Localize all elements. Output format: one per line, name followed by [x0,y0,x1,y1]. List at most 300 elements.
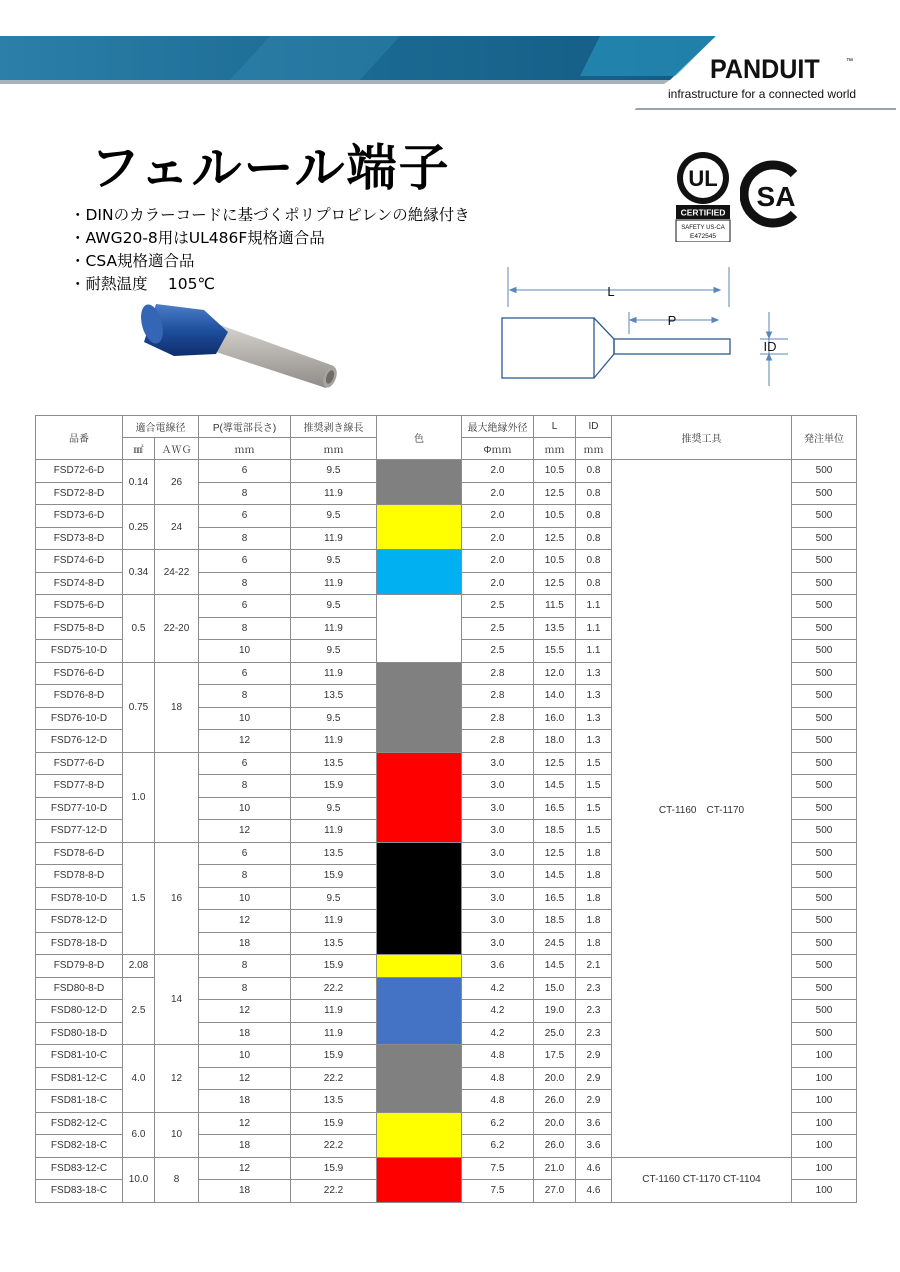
part-number-cell: FSD78-8-D [36,865,123,888]
order-unit-cell: 500 [792,887,857,910]
wire-mm2-cell: 1.0 [123,752,155,842]
l-cell: 14.5 [534,775,576,798]
header-p-unit: ｍｍ [199,438,291,460]
header-p: P(導電部長さ) [199,416,291,438]
p-length-cell: 12 [199,1112,291,1135]
ferrule-image [138,296,338,394]
feature-item: ・DINのカラーコードに基づくポリプロピレンの絶縁付き [70,206,470,224]
id-cell: 1.1 [576,640,612,663]
dimension-label-l: L [607,284,615,299]
recommended-tool-cell: CT-1160 CT-1170 CT-1104 [612,1157,792,1202]
strip-length-cell: 22.2 [291,1135,377,1158]
brand-logo: PANDUIT [710,54,820,84]
wire-awg-cell: 10 [155,1112,199,1157]
max-od-cell: 4.8 [462,1045,534,1068]
part-number-cell: FSD76-8-D [36,685,123,708]
l-cell: 12.5 [534,752,576,775]
header-wire-size: 適合電線径 [123,416,199,438]
order-unit-cell: 500 [792,797,857,820]
insulation-color-cell [377,550,462,595]
max-od-cell: 2.5 [462,617,534,640]
order-unit-cell: 500 [792,842,857,865]
max-od-cell: 2.8 [462,707,534,730]
strip-length-cell: 22.2 [291,1180,377,1203]
insulation-color-cell [377,1157,462,1202]
part-number-cell: FSD81-18-C [36,1090,123,1113]
id-cell: 4.6 [576,1157,612,1180]
wire-mm2-cell: 0.75 [123,662,155,752]
insulation-color-cell [377,1112,462,1157]
page-title: フェルール端子 [90,139,451,197]
id-cell: 1.3 [576,685,612,708]
max-od-cell: 2.0 [462,550,534,573]
order-unit-cell: 500 [792,1022,857,1045]
strip-length-cell: 11.9 [291,572,377,595]
header-part-number: 品番 [36,416,123,460]
feature-item: ・AWG20-8用はUL486F規格適合品 [70,229,325,247]
p-length-cell: 8 [199,955,291,978]
strip-length-cell: 22.2 [291,977,377,1000]
order-unit-cell: 100 [792,1045,857,1068]
id-cell: 2.3 [576,1000,612,1023]
wire-awg-cell [155,752,199,842]
p-length-cell: 6 [199,842,291,865]
strip-length-cell: 11.9 [291,482,377,505]
max-od-cell: 4.8 [462,1090,534,1113]
part-number-cell: FSD72-6-D [36,460,123,483]
p-length-cell: 8 [199,685,291,708]
strip-length-cell: 13.5 [291,842,377,865]
max-od-cell: 3.0 [462,865,534,888]
id-cell: 1.3 [576,707,612,730]
p-length-cell: 18 [199,1022,291,1045]
header-l: L [534,416,576,438]
ul-letters: UL [688,166,718,191]
part-number-cell: FSD77-10-D [36,797,123,820]
max-od-cell: 3.0 [462,752,534,775]
l-cell: 12.0 [534,662,576,685]
header-id-unit: ｍｍ [576,438,612,460]
wire-mm2-cell: 0.5 [123,595,155,663]
wire-mm2-cell: 6.0 [123,1112,155,1157]
l-cell: 27.0 [534,1180,576,1203]
order-unit-cell: 500 [792,932,857,955]
l-cell: 25.0 [534,1022,576,1045]
l-cell: 18.5 [534,910,576,933]
part-number-cell: FSD82-12-C [36,1112,123,1135]
header-awg: ＡＷＧ [155,438,199,460]
p-length-cell: 10 [199,640,291,663]
id-cell: 1.8 [576,887,612,910]
id-cell: 1.5 [576,775,612,798]
id-cell: 0.8 [576,460,612,483]
part-number-cell: FSD77-8-D [36,775,123,798]
strip-length-cell: 11.9 [291,730,377,753]
strip-length-cell: 13.5 [291,932,377,955]
l-cell: 17.5 [534,1045,576,1068]
strip-length-cell: 15.9 [291,1045,377,1068]
order-unit-cell: 500 [792,460,857,483]
part-number-cell: FSD77-12-D [36,820,123,843]
l-cell: 14.0 [534,685,576,708]
strip-length-cell: 11.9 [291,820,377,843]
strip-length-cell: 9.5 [291,640,377,663]
header-color: 色 [377,416,462,460]
ul-safety-text: SAFETY US-CA [681,225,725,231]
order-unit-cell: 100 [792,1157,857,1180]
p-length-cell: 6 [199,752,291,775]
wire-mm2-cell: 0.14 [123,460,155,505]
p-length-cell: 8 [199,775,291,798]
csa-letters: SA [756,181,796,212]
l-cell: 26.0 [534,1090,576,1113]
order-unit-cell: 100 [792,1090,857,1113]
order-unit-cell: 500 [792,617,857,640]
max-od-cell: 3.0 [462,932,534,955]
insulation-color-cell [377,505,462,550]
strip-length-cell: 15.9 [291,775,377,798]
part-number-cell: FSD79-8-D [36,955,123,978]
table-row [36,1157,857,1180]
p-length-cell: 10 [199,797,291,820]
max-od-cell: 2.0 [462,482,534,505]
ul-certification-logo [673,150,733,242]
l-cell: 20.0 [534,1112,576,1135]
header-mm2: ㎟ [123,438,155,460]
l-cell: 21.0 [534,1157,576,1180]
order-unit-cell: 500 [792,955,857,978]
max-od-cell: 3.0 [462,797,534,820]
id-cell: 0.8 [576,550,612,573]
max-od-cell: 4.2 [462,1000,534,1023]
order-unit-cell: 100 [792,1180,857,1203]
wire-mm2-cell: 2.5 [123,977,155,1045]
l-cell: 14.5 [534,865,576,888]
max-od-cell: 7.5 [462,1180,534,1203]
id-cell: 0.8 [576,482,612,505]
id-cell: 1.3 [576,730,612,753]
id-cell: 2.1 [576,955,612,978]
part-number-cell: FSD76-6-D [36,662,123,685]
strip-length-cell: 22.2 [291,1067,377,1090]
p-length-cell: 8 [199,977,291,1000]
l-cell: 12.5 [534,572,576,595]
max-od-cell: 4.2 [462,977,534,1000]
order-unit-cell: 500 [792,910,857,933]
id-cell: 1.5 [576,820,612,843]
feature-list [70,204,470,296]
id-cell: 1.5 [576,752,612,775]
id-cell: 3.6 [576,1135,612,1158]
part-number-cell: FSD75-8-D [36,617,123,640]
l-cell: 12.5 [534,527,576,550]
order-unit-cell: 500 [792,820,857,843]
dimension-label-id: ID [763,339,777,354]
max-od-cell: 3.0 [462,910,534,933]
p-length-cell: 6 [199,505,291,528]
part-number-cell: FSD78-10-D [36,887,123,910]
p-length-cell: 10 [199,707,291,730]
l-cell: 16.5 [534,887,576,910]
id-cell: 2.9 [576,1090,612,1113]
part-number-cell: FSD81-10-C [36,1045,123,1068]
part-number-cell: FSD80-8-D [36,977,123,1000]
l-cell: 16.0 [534,707,576,730]
strip-length-cell: 15.9 [291,865,377,888]
insulation-color-cell [377,662,462,752]
l-cell: 18.5 [534,820,576,843]
order-unit-cell: 500 [792,977,857,1000]
part-number-cell: FSD74-6-D [36,550,123,573]
insulation-color-cell [377,1045,462,1113]
p-length-cell: 8 [199,572,291,595]
id-cell: 2.9 [576,1067,612,1090]
part-number-cell: FSD74-8-D [36,572,123,595]
wire-awg-cell: 18 [155,662,199,752]
insulation-color-cell [377,842,462,955]
order-unit-cell: 500 [792,527,857,550]
id-cell: 4.6 [576,1180,612,1203]
max-od-cell: 3.0 [462,887,534,910]
part-number-cell: FSD82-18-C [36,1135,123,1158]
part-number-cell: FSD75-6-D [36,595,123,618]
part-number-cell: FSD72-8-D [36,482,123,505]
max-od-cell: 7.5 [462,1157,534,1180]
strip-length-cell: 11.9 [291,527,377,550]
p-length-cell: 8 [199,482,291,505]
l-cell: 15.0 [534,977,576,1000]
id-cell: 0.8 [576,572,612,595]
wire-mm2-cell: 10.0 [123,1157,155,1202]
part-number-cell: FSD78-18-D [36,932,123,955]
strip-length-cell: 13.5 [291,685,377,708]
ul-file-number: E472545 [689,233,717,240]
part-number-cell: FSD76-10-D [36,707,123,730]
strip-length-cell: 15.9 [291,1112,377,1135]
l-cell: 14.5 [534,955,576,978]
p-length-cell: 10 [199,1045,291,1068]
strip-length-cell: 11.9 [291,910,377,933]
p-length-cell: 12 [199,1157,291,1180]
order-unit-cell: 500 [792,1000,857,1023]
order-unit-cell: 500 [792,752,857,775]
part-number-cell: FSD83-18-C [36,1180,123,1203]
strip-length-cell: 11.9 [291,617,377,640]
strip-length-cell: 15.9 [291,955,377,978]
header-od-unit: Φｍｍ [462,438,534,460]
l-cell: 11.5 [534,595,576,618]
p-length-cell: 12 [199,730,291,753]
max-od-cell: 2.0 [462,460,534,483]
strip-length-cell: 15.9 [291,1157,377,1180]
part-number-cell: FSD73-6-D [36,505,123,528]
dimension-diagram [498,262,798,388]
recommended-tool-cell: CT-1160 CT-1170 [612,460,792,1158]
wire-awg-cell: 8 [155,1157,199,1202]
max-od-cell: 2.0 [462,505,534,528]
max-od-cell: 2.8 [462,730,534,753]
insulation-color-cell [377,752,462,842]
part-number-cell: FSD78-6-D [36,842,123,865]
order-unit-cell: 500 [792,707,857,730]
max-od-cell: 3.6 [462,955,534,978]
strip-length-cell: 11.9 [291,1022,377,1045]
p-length-cell: 12 [199,1000,291,1023]
strip-length-cell: 13.5 [291,752,377,775]
wire-mm2-cell: 1.5 [123,842,155,955]
id-cell: 1.8 [576,842,612,865]
max-od-cell: 2.8 [462,685,534,708]
order-unit-cell: 500 [792,595,857,618]
p-length-cell: 12 [199,910,291,933]
part-number-cell: FSD80-12-D [36,1000,123,1023]
strip-length-cell: 9.5 [291,595,377,618]
header-l-unit: ｍｍ [534,438,576,460]
order-unit-cell: 500 [792,640,857,663]
table-row [36,460,857,483]
insulation-color-cell [377,595,462,663]
max-od-cell: 2.8 [462,662,534,685]
header-tool: 推奨工具 [612,416,792,460]
p-length-cell: 12 [199,820,291,843]
id-cell: 1.8 [576,910,612,933]
wire-mm2-cell: 2.08 [123,955,155,978]
max-od-cell: 3.0 [462,820,534,843]
strip-length-cell: 11.9 [291,662,377,685]
wire-mm2-cell: 0.34 [123,550,155,595]
feature-item: ・CSA規格適合品 [70,252,195,270]
order-unit-cell: 500 [792,572,857,595]
max-od-cell: 2.0 [462,572,534,595]
id-cell: 2.3 [576,1022,612,1045]
id-cell: 1.8 [576,865,612,888]
order-unit-cell: 500 [792,865,857,888]
l-cell: 26.0 [534,1135,576,1158]
csa-certification-logo [740,158,802,230]
max-od-cell: 4.8 [462,1067,534,1090]
l-cell: 13.5 [534,617,576,640]
l-cell: 20.0 [534,1067,576,1090]
header-order-unit: 発注単位 [792,416,857,460]
part-number-cell: FSD76-12-D [36,730,123,753]
order-unit-cell: 100 [792,1067,857,1090]
strip-length-cell: 13.5 [291,1090,377,1113]
max-od-cell: 3.0 [462,775,534,798]
id-cell: 1.1 [576,595,612,618]
order-unit-cell: 500 [792,730,857,753]
wire-awg-cell: 26 [155,460,199,505]
dimension-label-p: P [667,313,677,328]
l-cell: 15.5 [534,640,576,663]
wire-mm2-cell: 4.0 [123,1045,155,1113]
l-cell: 10.5 [534,505,576,528]
p-length-cell: 18 [199,1180,291,1203]
p-length-cell: 18 [199,1090,291,1113]
wire-awg-cell: 24 [155,505,199,550]
wire-awg-cell: 24-22 [155,550,199,595]
wire-awg-cell: 22-20 [155,595,199,663]
part-number-cell: FSD78-12-D [36,910,123,933]
order-unit-cell: 500 [792,550,857,573]
p-length-cell: 6 [199,550,291,573]
max-od-cell: 2.5 [462,595,534,618]
part-number-cell: FSD80-18-D [36,1022,123,1045]
max-od-cell: 2.0 [462,527,534,550]
max-od-cell: 2.5 [462,640,534,663]
l-cell: 18.0 [534,730,576,753]
max-od-cell: 6.2 [462,1135,534,1158]
p-length-cell: 8 [199,617,291,640]
order-unit-cell: 500 [792,685,857,708]
order-unit-cell: 500 [792,505,857,528]
p-length-cell: 8 [199,527,291,550]
max-od-cell: 3.0 [462,842,534,865]
strip-length-cell: 11.9 [291,1000,377,1023]
specification-table [35,415,857,1203]
part-number-cell: FSD73-8-D [36,527,123,550]
wire-mm2-cell: 0.25 [123,505,155,550]
p-length-cell: 18 [199,1135,291,1158]
id-cell: 0.8 [576,505,612,528]
l-cell: 12.5 [534,482,576,505]
p-length-cell: 12 [199,1067,291,1090]
brand-tagline: infrastructure for a connected world [668,87,857,101]
l-cell: 10.5 [534,460,576,483]
strip-length-cell: 9.5 [291,550,377,573]
order-unit-cell: 100 [792,1112,857,1135]
part-number-cell: FSD77-6-D [36,752,123,775]
brand-trademark: ™ [846,58,853,65]
l-cell: 12.5 [534,842,576,865]
order-unit-cell: 500 [792,662,857,685]
insulation-color-cell [377,955,462,978]
header-max-od: 最大絶縁外径 [462,416,534,438]
order-unit-cell: 500 [792,482,857,505]
p-length-cell: 6 [199,662,291,685]
part-number-cell: FSD75-10-D [36,640,123,663]
id-cell: 1.5 [576,797,612,820]
feature-item: ・耐熱温度 105℃ [70,275,215,293]
l-cell: 24.5 [534,932,576,955]
insulation-color-cell [377,460,462,505]
p-length-cell: 6 [199,460,291,483]
header-strip-length: 推奨剥き線長 [291,416,377,438]
p-length-cell: 18 [199,932,291,955]
order-unit-cell: 100 [792,1135,857,1158]
p-length-cell: 8 [199,865,291,888]
l-cell: 19.0 [534,1000,576,1023]
id-cell: 1.1 [576,617,612,640]
l-cell: 16.5 [534,797,576,820]
max-od-cell: 6.2 [462,1112,534,1135]
id-cell: 3.6 [576,1112,612,1135]
id-cell: 0.8 [576,527,612,550]
strip-length-cell: 9.5 [291,505,377,528]
wire-awg-cell: 14 [155,955,199,1045]
part-number-cell: FSD81-12-C [36,1067,123,1090]
p-length-cell: 10 [199,887,291,910]
max-od-cell: 4.2 [462,1022,534,1045]
id-cell: 1.8 [576,932,612,955]
ul-certified-text: CERTIFIED [680,207,726,218]
id-cell: 2.9 [576,1045,612,1068]
strip-length-cell: 9.5 [291,887,377,910]
strip-length-cell: 9.5 [291,797,377,820]
p-length-cell: 6 [199,595,291,618]
wire-awg-cell: 16 [155,842,199,955]
order-unit-cell: 500 [792,775,857,798]
header-id: ID [576,416,612,438]
